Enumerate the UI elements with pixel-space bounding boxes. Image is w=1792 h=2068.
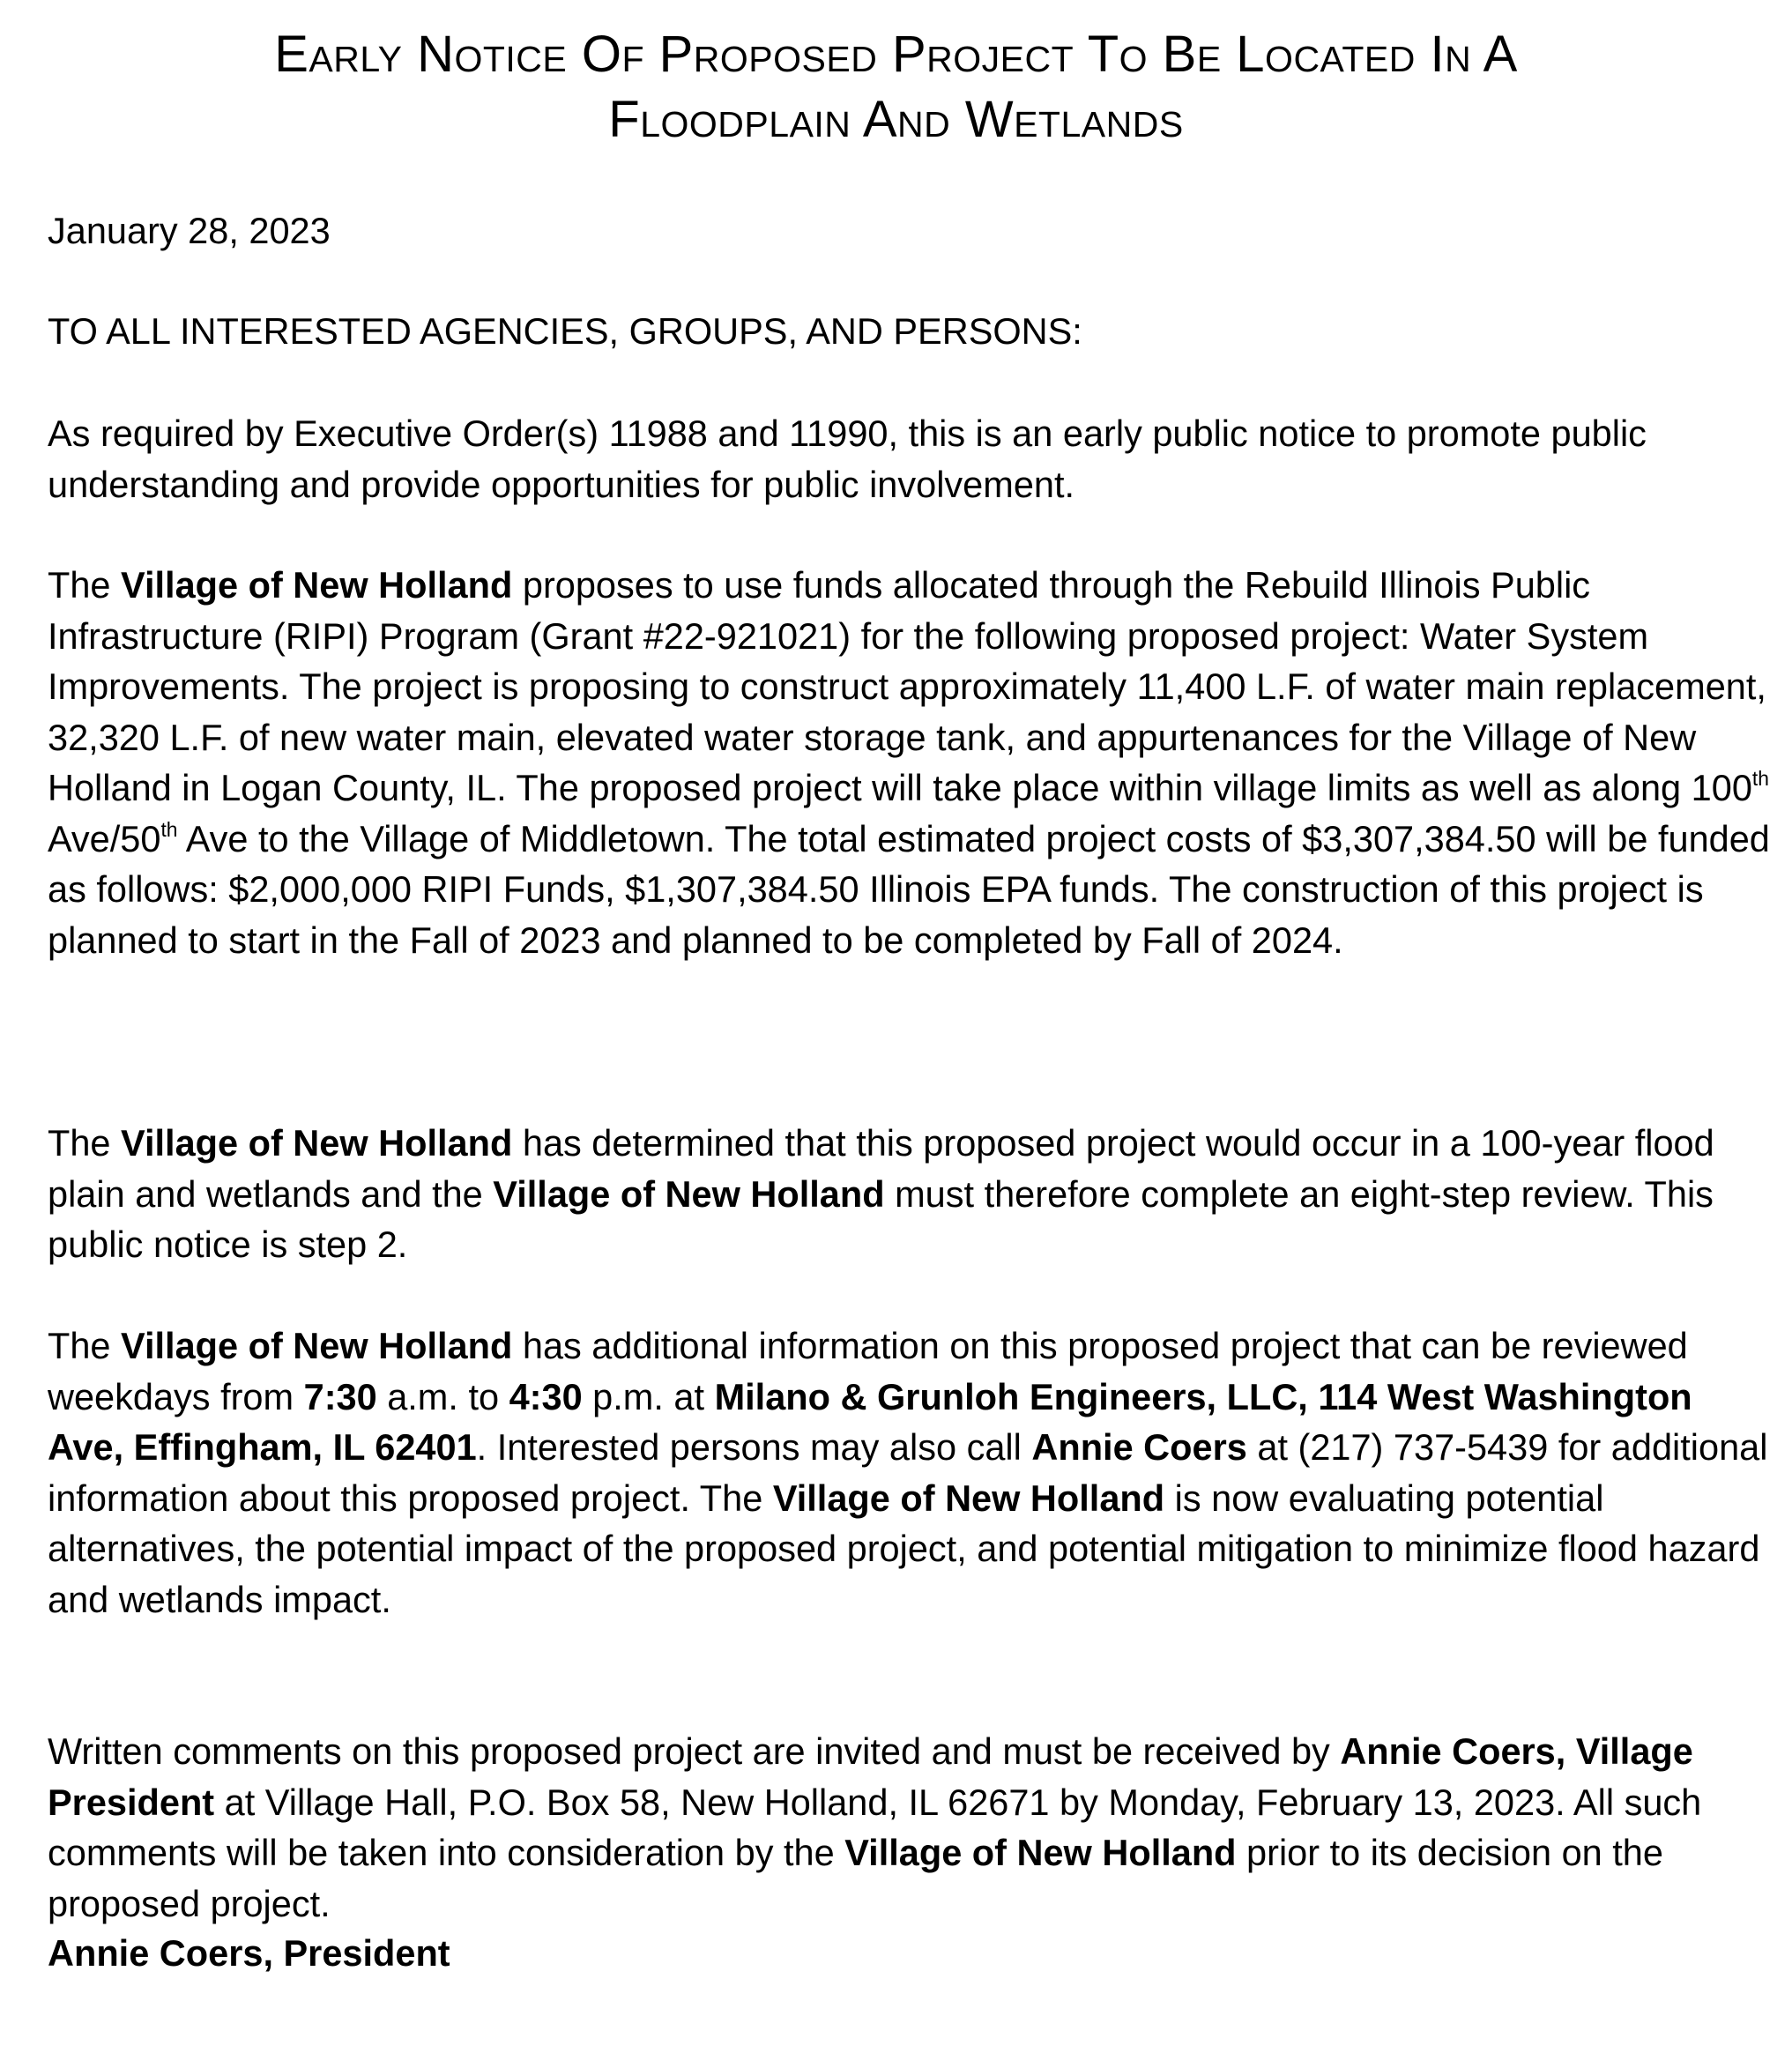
open-time: 7:30: [303, 1375, 377, 1417]
text: Written comments on this proposed project are invited and must be received by: [48, 1730, 1341, 1772]
village-name: Village of New Holland: [772, 1477, 1165, 1519]
paragraph-executive-order: As required by Executive Order(s) 11988 and 11990, this is an early public notice to promote public understanding and provide opportunities for public involvement.: [48, 413, 1647, 505]
ordinal-suffix: th: [160, 817, 178, 841]
paragraph-written-comments: [48, 1726, 1775, 1929]
text: is now evaluating potential alternatives, the potential impact of the proposed project, and potential mitigation to minimize flood hazard and wetlands impact.: [48, 1477, 1760, 1620]
signature: Annie Coers, President: [48, 1932, 450, 1974]
notice-title: [48, 0, 1744, 152]
text: p.m. at: [582, 1375, 715, 1417]
text: at Village Hall, P.O. Box 58, New Holland, IL 62671 by Monday, February 13, 2023. All such comments will be taken into consideration by the: [48, 1781, 1702, 1873]
paragraph-floodplain-determination: [48, 1118, 1775, 1270]
ordinal-suffix: th: [1751, 766, 1769, 790]
paragraph-additional-information: [48, 1320, 1775, 1625]
title-line-2: Floodplain And Wetlands: [608, 91, 1184, 148]
text: has additional information on this proposed project that can be reviewed weekdays from: [48, 1325, 1688, 1417]
text: The: [48, 1122, 122, 1164]
village-name: Village of New Holland: [121, 1325, 513, 1366]
text: Ave to the Village of Middletown. The total estimated project costs of $3,307,384.50 will be funded as follows: $2,000,000 RIPI Funds, $1,307,384.50 Illinois EPA funds. The construction of this project is planned to start in the Fall of 2023 and planned to be completed by Fall of 2024.: [48, 817, 1770, 961]
text: Ave/50: [48, 817, 161, 859]
village-name: Village of New Holland: [493, 1172, 885, 1215]
text: . Interested persons may also call: [476, 1426, 1032, 1468]
contact-phone-text: at (217) 737-5439 for additional information about this proposed project. The: [48, 1426, 1768, 1519]
notice-date: January 28, 2023: [48, 210, 331, 251]
text: prior to its decision on the proposed project.: [48, 1832, 1663, 1924]
title-line-1: Early Notice Of Proposed Project To Be Located In A: [274, 26, 1518, 83]
village-name: Village of New Holland: [121, 1122, 513, 1164]
contact-name: Annie Coers: [1031, 1426, 1247, 1468]
text: a.m. to: [376, 1375, 509, 1417]
village-name: Village of New Holland: [121, 564, 513, 606]
text: must therefore complete an eight-step review. This public notice is step 2.: [48, 1172, 1714, 1265]
paragraph-project-description: [48, 560, 1775, 965]
comment-recipient: Annie Coers, Village President: [48, 1730, 1693, 1823]
salutation: TO ALL INTERESTED AGENCIES, GROUPS, AND PERSONS:: [48, 310, 1082, 352]
text: The: [48, 564, 122, 606]
text: proposes to use funds allocated through the Rebuild Illinois Public Infrastructure (RIPI) Program (Grant #22-921021) for the following proposed project: Water System Improvements. The project is proposing to construct approximately 11,400 L.F. of water main replacement, 32,320 L.F. of new water main, elevated water storage tank, and appurtenances for the Village of New Holland in Logan County, IL. The proposed project will take place within village limits as well as along 100: [48, 564, 1766, 808]
close-time: 4:30: [509, 1375, 583, 1417]
text: The: [48, 1325, 122, 1366]
text: has determined that this proposed project would occur in a 100-year flood plain and wetlands and the: [48, 1122, 1714, 1215]
village-name: Village of New Holland: [844, 1832, 1237, 1873]
engineer-address: Milano & Grunloh Engineers, LLC, 114 West Washington Ave, Effingham, IL 62401: [48, 1375, 1692, 1468]
